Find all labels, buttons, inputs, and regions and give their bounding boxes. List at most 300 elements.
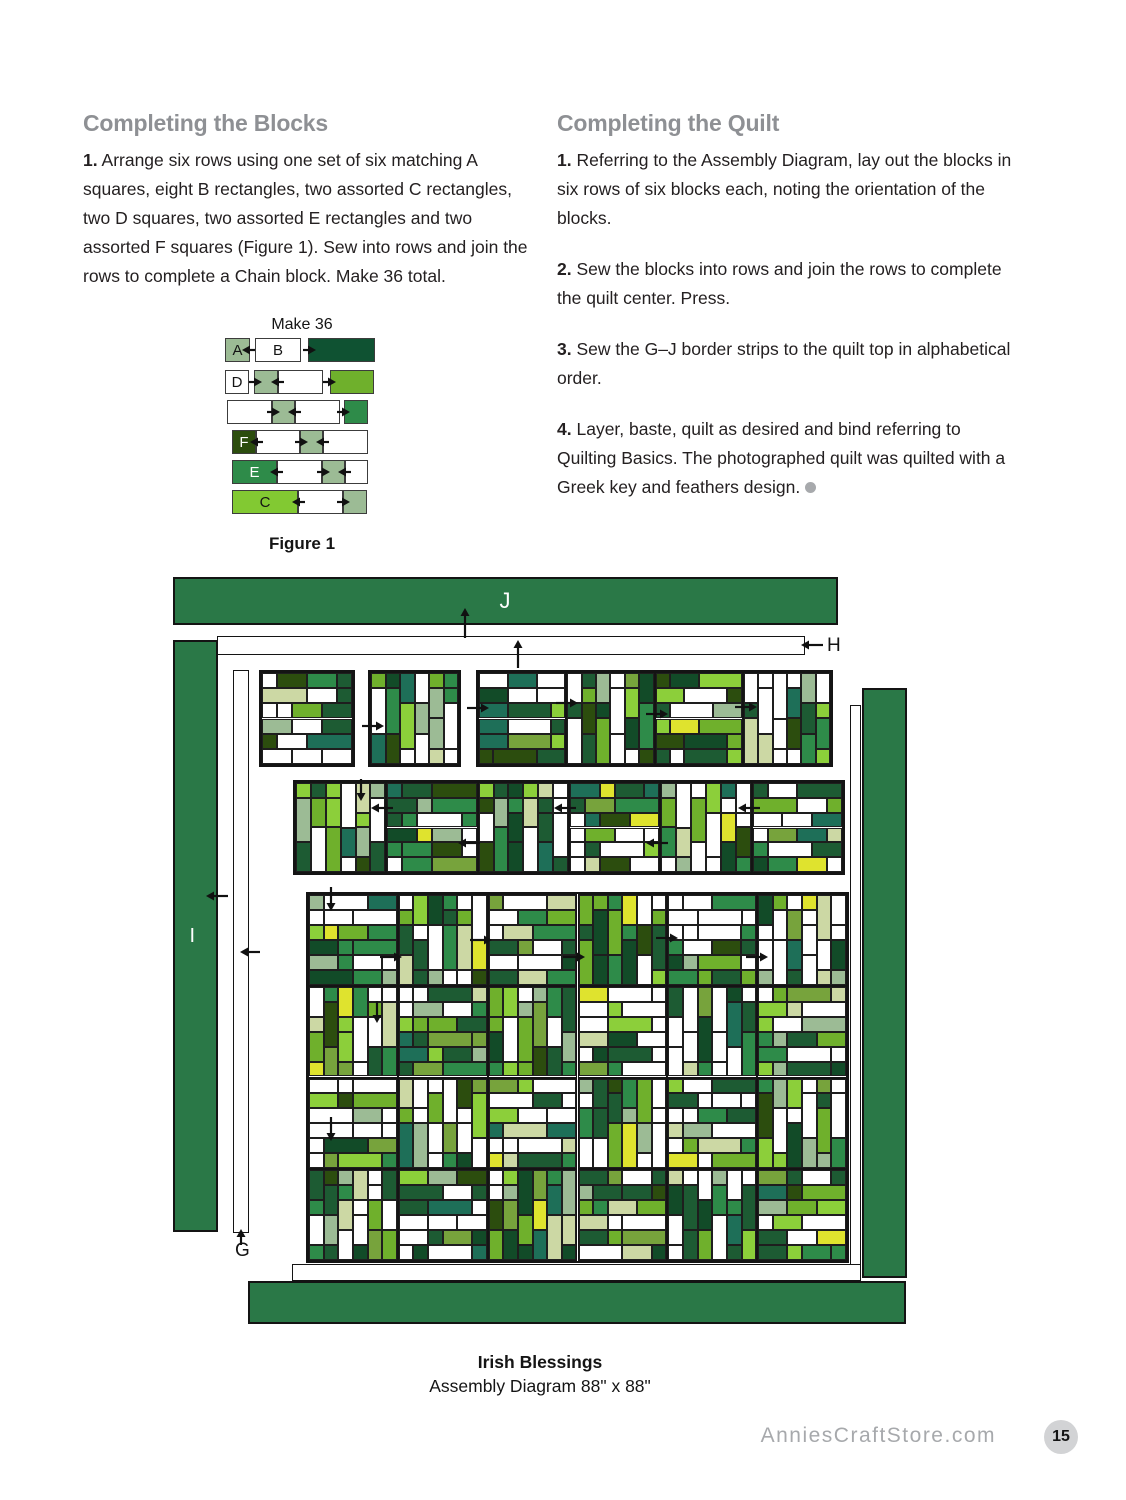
block-strip: [683, 987, 698, 1077]
patch: [338, 1017, 353, 1032]
patch: [370, 842, 385, 872]
patch: [533, 925, 577, 940]
block-strip: [296, 783, 311, 872]
patch: [608, 1200, 637, 1215]
block-strip: [562, 987, 577, 1077]
patch: [494, 783, 509, 798]
patch: [608, 895, 623, 910]
patch: [608, 1093, 623, 1123]
seam-arrow: [735, 701, 757, 713]
patch: [309, 910, 324, 925]
block-strip: [309, 925, 397, 940]
patch: [787, 1200, 816, 1215]
patch: [652, 1079, 667, 1109]
patch: [661, 783, 676, 798]
block-strip: [262, 703, 352, 718]
patch: [652, 970, 667, 985]
block-strip: [443, 1079, 458, 1169]
patch: [668, 987, 683, 1017]
patch: [443, 1153, 458, 1168]
patch: [413, 925, 428, 940]
patch: [712, 1032, 727, 1062]
patch: [712, 1079, 756, 1094]
patch: [596, 718, 610, 764]
block-strip: [387, 813, 476, 828]
block-strip: [489, 970, 577, 985]
patch: [399, 1062, 414, 1077]
patch: [593, 1047, 608, 1062]
patch: [338, 1079, 353, 1094]
patch: [503, 1153, 518, 1168]
patch: [337, 673, 352, 688]
block-strip: [668, 910, 756, 925]
block-strip: [816, 673, 830, 764]
block-strip: [533, 987, 548, 1077]
patch: [817, 1153, 832, 1168]
patch: [353, 987, 368, 1017]
patch: [683, 1032, 698, 1062]
patch: [415, 734, 430, 764]
patch: [579, 1002, 608, 1017]
patch: [503, 1138, 518, 1153]
patch: [479, 842, 494, 872]
patch: [533, 940, 562, 955]
patch: [600, 783, 615, 798]
patch: [457, 1079, 472, 1109]
patch: [812, 842, 842, 857]
patch: [741, 1138, 756, 1153]
seam-arrow: [240, 946, 260, 958]
patch: [712, 940, 741, 955]
patch: [712, 1185, 727, 1215]
patch: [472, 1079, 487, 1094]
patch: [610, 734, 624, 764]
patch: [518, 955, 562, 970]
patch: [570, 813, 585, 828]
border-label-G: G: [235, 1240, 250, 1261]
patch: [758, 1185, 787, 1200]
patch: [399, 1002, 414, 1017]
seam-arrow: [317, 466, 330, 478]
patch: [489, 1123, 504, 1138]
patch: [741, 970, 756, 985]
patch: [622, 1108, 637, 1123]
patch: [547, 1017, 562, 1047]
patch: [338, 1230, 353, 1260]
patch: [472, 1138, 487, 1168]
patch: [773, 719, 787, 749]
patch: [399, 1079, 414, 1109]
patch: [741, 1093, 756, 1108]
patch: [503, 987, 518, 1017]
seam-arrow: [738, 802, 760, 814]
block-strip: [579, 1017, 667, 1032]
patch: [652, 1108, 667, 1123]
patch: [489, 1200, 504, 1230]
patch: [547, 1108, 576, 1123]
patch: [533, 1047, 548, 1077]
patch: [727, 734, 741, 749]
patch: [744, 718, 758, 764]
patch: [567, 718, 581, 764]
patch: [608, 1062, 623, 1077]
patch: [787, 970, 802, 985]
block-strip: [831, 1079, 846, 1169]
patch: [311, 827, 326, 872]
patch: [608, 1002, 623, 1017]
patch: [413, 1017, 428, 1032]
patch: [338, 1185, 353, 1200]
block-strip: [831, 895, 846, 985]
patch: [324, 925, 339, 940]
patch: [787, 910, 802, 940]
block-strip: [341, 783, 356, 872]
block-strip: [371, 673, 386, 764]
patch: [307, 734, 352, 749]
patch: [683, 1170, 698, 1185]
patch: [768, 842, 813, 857]
patch: [625, 673, 639, 688]
patch: [585, 798, 615, 813]
patch: [562, 1062, 577, 1077]
block-strip: [523, 783, 538, 872]
block-strip: [668, 895, 756, 910]
patch: [758, 1230, 787, 1245]
patch: [518, 1017, 533, 1062]
right-column: [557, 110, 1019, 524]
patch: [727, 1245, 742, 1260]
patch: [622, 1245, 651, 1260]
block-strip: [582, 673, 596, 764]
step-text: Referring to the Assembly Diagram, lay out the blocks in six rows of six blocks each, noting the orientation of the blocks.: [557, 150, 1012, 228]
patch: [773, 1032, 788, 1047]
patch: [386, 734, 401, 764]
patch: [547, 1047, 562, 1077]
patch: [262, 749, 292, 764]
patch: [326, 783, 341, 798]
patch: [817, 1079, 832, 1094]
patch: [668, 1138, 683, 1153]
patch: [518, 1153, 562, 1168]
patch: [353, 1245, 368, 1260]
patch: [444, 749, 459, 764]
patch: [773, 1153, 788, 1168]
patch: [551, 734, 565, 749]
patch: [676, 828, 691, 858]
patch: [817, 895, 832, 940]
patch: [615, 798, 660, 813]
patch: [579, 1200, 594, 1215]
patch: [307, 673, 337, 688]
patch: [579, 1138, 594, 1168]
patch: [413, 1062, 442, 1077]
patch: [758, 1047, 787, 1062]
patch: [472, 987, 487, 1002]
patch: [802, 925, 817, 955]
patch: [831, 940, 846, 970]
patch: [661, 857, 676, 872]
patch: [801, 734, 815, 764]
patch: [773, 1108, 788, 1153]
patch: [582, 673, 596, 688]
patch: [742, 1002, 757, 1032]
block-strip: [668, 925, 756, 940]
patch: [324, 1002, 339, 1047]
patch: [457, 1153, 472, 1168]
patch: [562, 1215, 577, 1245]
patch: [600, 857, 630, 872]
patch: [472, 1230, 487, 1245]
patch: [547, 910, 576, 925]
block-strip: [399, 1062, 487, 1077]
patch: [608, 910, 623, 955]
patch: [668, 970, 697, 985]
patch: [698, 910, 742, 925]
patch: [727, 987, 742, 1002]
patch: [727, 1200, 742, 1215]
patch: [309, 940, 338, 955]
figure1-caption: Figure 1: [268, 534, 336, 553]
block-strip: [570, 813, 659, 828]
block-strip: [787, 673, 801, 764]
chain-block: [398, 1078, 488, 1170]
block-strip: [429, 673, 444, 764]
patch: [622, 1230, 666, 1245]
block-strip: [596, 673, 610, 764]
patch: [691, 842, 706, 872]
block-strip: [579, 1185, 667, 1200]
patch: [712, 1093, 741, 1108]
block-strip: [652, 1079, 667, 1169]
patch: [683, 1230, 698, 1260]
patch: [277, 734, 307, 749]
block-strip: [742, 987, 757, 1077]
patch: [579, 1245, 623, 1260]
block-strip: [262, 719, 352, 734]
patch: [428, 987, 472, 1002]
patch: [443, 1002, 472, 1017]
patch: [797, 783, 842, 798]
block-strip: [262, 749, 352, 764]
patch: [518, 1215, 533, 1245]
seam-arrow: [458, 837, 480, 849]
patch: [413, 1108, 428, 1123]
chain-block: [578, 1169, 668, 1261]
patch: [472, 1047, 487, 1062]
chain-block: [667, 986, 757, 1078]
patch: [489, 1153, 504, 1168]
patch: [518, 987, 533, 1002]
patch: [827, 798, 842, 813]
block-strip: [309, 1170, 324, 1260]
patch: [773, 895, 788, 910]
patch: [489, 910, 518, 925]
seam-arrow: [362, 720, 384, 732]
block-strip: [758, 673, 772, 764]
patch: [585, 857, 600, 872]
patch: [472, 1185, 487, 1200]
figure1-piece: [323, 430, 368, 454]
patch: [462, 813, 477, 828]
patch: [668, 1215, 683, 1245]
patch: [706, 783, 721, 813]
patch: [400, 749, 415, 764]
step-number: 2.: [557, 259, 572, 279]
block-strip: [802, 1079, 817, 1169]
block-strip: [311, 783, 326, 872]
patch: [518, 910, 547, 925]
patch: [432, 798, 477, 813]
block-strip: [413, 1079, 428, 1169]
border-strip-I: [173, 640, 218, 1232]
patch: [413, 1002, 442, 1017]
patch: [622, 1062, 666, 1077]
patch: [744, 673, 758, 703]
patch: [508, 688, 537, 703]
patch: [533, 1079, 577, 1094]
patch: [736, 827, 751, 857]
seam-arrow: [337, 496, 350, 508]
block-strip: [553, 783, 568, 872]
patch: [683, 1062, 698, 1077]
patch: [562, 1170, 577, 1215]
figure1-piece-F: F: [232, 430, 256, 454]
patch: [508, 703, 551, 718]
patch: [338, 987, 353, 1017]
patch: [668, 1153, 697, 1168]
patch: [831, 925, 846, 940]
patch: [533, 1200, 548, 1230]
patch: [382, 1200, 397, 1230]
patch: [698, 1062, 713, 1077]
patch: [608, 1215, 623, 1230]
patch: [309, 925, 324, 940]
patch: [637, 1153, 652, 1168]
patch: [768, 857, 798, 872]
patch: [309, 1153, 324, 1168]
patch: [494, 798, 509, 828]
block-strip: [593, 1079, 608, 1169]
patch: [472, 970, 487, 985]
block-strip: [608, 1079, 623, 1169]
block-strip: [309, 1108, 397, 1123]
patch: [353, 910, 397, 925]
block-strip: [479, 719, 565, 734]
patch: [382, 987, 397, 1002]
block-strip: [387, 783, 476, 798]
patch: [494, 827, 509, 872]
patch: [489, 987, 504, 1017]
patch: [698, 1170, 713, 1200]
patch: [429, 673, 444, 688]
patch: [712, 1153, 756, 1168]
patch: [386, 688, 401, 734]
block-strip: [668, 1123, 756, 1138]
step-text: Layer, baste, quilt as desired and bind referring to Quilting Basics. The photographed quilt was quilted with a Greek key and feathers design.: [557, 419, 1006, 497]
patch: [322, 719, 352, 734]
patch: [547, 987, 562, 1017]
quilt-step-3: [557, 335, 1019, 393]
patch: [758, 895, 773, 925]
seam-arrow: [646, 837, 668, 849]
chain-block: [488, 1078, 578, 1170]
patch: [773, 749, 787, 764]
block-strip: [479, 734, 565, 749]
patch: [309, 955, 338, 970]
patch: [370, 783, 385, 798]
block-strip: [579, 1002, 667, 1017]
block-strip: [758, 1047, 846, 1062]
patch: [712, 970, 741, 985]
chain-block: [660, 782, 751, 873]
patch: [309, 1093, 338, 1108]
patch: [547, 1215, 562, 1260]
patch: [582, 688, 596, 703]
patch: [399, 1185, 443, 1200]
patch: [415, 703, 430, 733]
patch: [387, 783, 402, 798]
block-strip: [457, 1079, 472, 1169]
patch: [353, 1017, 368, 1062]
block-strip: [399, 1170, 487, 1185]
block-strip: [656, 749, 742, 764]
patch: [353, 1108, 382, 1123]
figure1-title: Make 36: [271, 316, 333, 333]
patch: [758, 1245, 787, 1260]
block-strip: [547, 1170, 562, 1260]
patch: [432, 857, 477, 872]
patch: [457, 1017, 486, 1032]
seam-arrow: [295, 436, 308, 448]
patch: [712, 1062, 727, 1077]
seam-arrow: [292, 496, 305, 508]
patch: [309, 987, 324, 1017]
patch: [593, 1079, 608, 1109]
block-strip: [479, 749, 565, 764]
patch: [489, 1138, 504, 1153]
patch: [296, 842, 311, 872]
patch: [698, 1138, 742, 1153]
patch: [656, 749, 670, 764]
patch: [698, 925, 742, 940]
patch: [413, 1032, 428, 1047]
patch: [622, 1215, 666, 1230]
chain-block: [478, 782, 569, 873]
patch: [683, 895, 712, 910]
quilt-name: Irish Blessings: [477, 1352, 603, 1372]
chain-block: [667, 1078, 757, 1170]
block-strip: [712, 1170, 727, 1260]
patch: [413, 970, 428, 985]
patch: [443, 925, 458, 970]
chain-block: [757, 986, 847, 1078]
patch: [338, 955, 353, 970]
patch: [479, 734, 508, 749]
patch: [538, 798, 553, 813]
patch: [758, 1093, 773, 1138]
left-column: [83, 110, 535, 313]
patch: [399, 895, 414, 910]
patch: [585, 842, 600, 857]
patch: [801, 673, 815, 703]
patch: [622, 940, 637, 985]
patch: [382, 1230, 397, 1260]
figure1-piece-B: B: [255, 338, 301, 362]
chain-block: [478, 672, 566, 765]
patch: [683, 1138, 698, 1153]
block-strip: [721, 783, 736, 872]
patch: [742, 1170, 757, 1185]
